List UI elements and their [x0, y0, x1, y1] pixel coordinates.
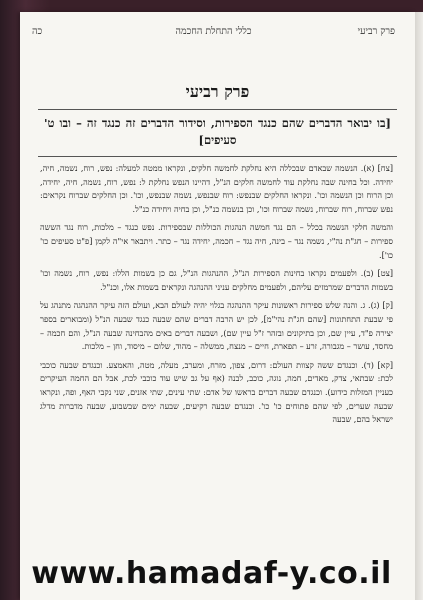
- running-head-book-title: כללי התחלת החכמה: [175, 26, 252, 37]
- watermark-text: www.hamadaf-y.co.il: [31, 556, 392, 591]
- paragraph: [קא] (ד). וכנגדם ששה קצוות העולם: דרום, צפון, מזרח, ומערב, מעלה, מטה, והאמצע. וכנגדם שבעה כוכבי לכת: שבתאי, צדק, מאדים, חמה, נוגה, כוכב, לבנה (אף על גב שיש עוד כוכבי לכת, אבל הם החמה העיקרים כעניין המזלות כידוע). וכנגדם שבעה דברים בראשו של אדם: שתי עינים, שתי אזנים, שני נקבי האף, ופה, ונקראו שבעה שערים, לפי שהם פתוחים כו' כו'. וכנגדם שבעה רקיעים, שבעה ימים שבשבוע, שבעה מדברות מדלג ישראל בהם, שבעה: [40, 359, 393, 425]
- paragraph: והמשה חלקי הנשמה בכלל – הם נגד חמשה הנהגות הכוללות שבספירות. נפש כנגד – מלכות, רוח נגד הששה ספירות – חג"ת נה"י, נשמה נגד – בינה, חיה נגד – חכמה, יחידה נגד – כתר. ויתבאר אי"ה לקמן [פ"ט סעיפים כו' כו'].: [40, 222, 393, 260]
- divider-bottom: [38, 156, 397, 157]
- divider-top: [38, 109, 397, 110]
- chapter-title: פרק רביעי: [185, 82, 250, 101]
- paragraph: [ק] (ג). ג. והנה שלש ספירות ראשונות עיקר ההנהגה בגלוי יהיה לעולם הבא, ועולם הזה עיקר ההנהגה מתנהג על פי שבעת התחתונות [שהם חג"ת נהי"מ], לכן יש הרבה דברים שהם שבעה כנגד שבעה הנ"ל (ומבוארים בספר יצירה פ"ד, עיין שם, וכן בתיקונים ובזהר ז"ל עיין שם), ושבעה דברים באים מהבחינה שבעה הנ"ל, והם חכמה – מחסד, עושר – מגבורה, זרע – תפארת, חיים – מנצח, ממשלה – מהוד, שלום – מיסוד, וחן – מלכות.: [40, 300, 393, 352]
- running-head: [32, 26, 395, 42]
- paragraph: [צח] (א). הנשמה שבאדם שבכללה היא נחלקת לחמשה חלקים, ונקראו ממטה למעלה: נפש, רוח, נשמה, חיה, יחידה. וכל בחינה שבה נחלקת עוד לחמשה חלקים הנ"ל, דהיינו הנפש נחלקת ל: נפש, רוח, נשמה, חיה, יחידה, וכן הרוח וכן הנשמה וכו'. ונקראו החלקים שבנפש: רוח שבנפש, נשמה שבנפש, וכו'. וכן החלקים שברוח נקראים: נפש שברוח, רוח שברוח, נשמה שברוח וכו', וכן בנשמה כנ"ל, וכן בחיה ויחידה כנ"ל.: [40, 163, 393, 214]
- page-edge: [415, 12, 423, 600]
- paragraph: [צט] (ב). ולפעמים נקראו בחינות הספירות הנ"ל, ההנהגות הנ"ל, גם כן בשמות הללו: נפש, רוח, נשמה וכו' בשמות הדברים שמרמזים עליהם, ולפעמים מחלקים עניני ההנהגה ונקראים בשמות אלו, וכנ"ל.: [40, 268, 393, 292]
- book-page: [20, 12, 415, 600]
- page-number: כה: [32, 26, 43, 37]
- running-head-chapter: פרק רביעי: [357, 26, 395, 37]
- body-text: [40, 162, 393, 570]
- section-heading: [בו יבואר הדברים שהם כנגד הספירות, וסידור הדברים זה כנגד זה – ובו ט' סעיפים]: [44, 116, 391, 147]
